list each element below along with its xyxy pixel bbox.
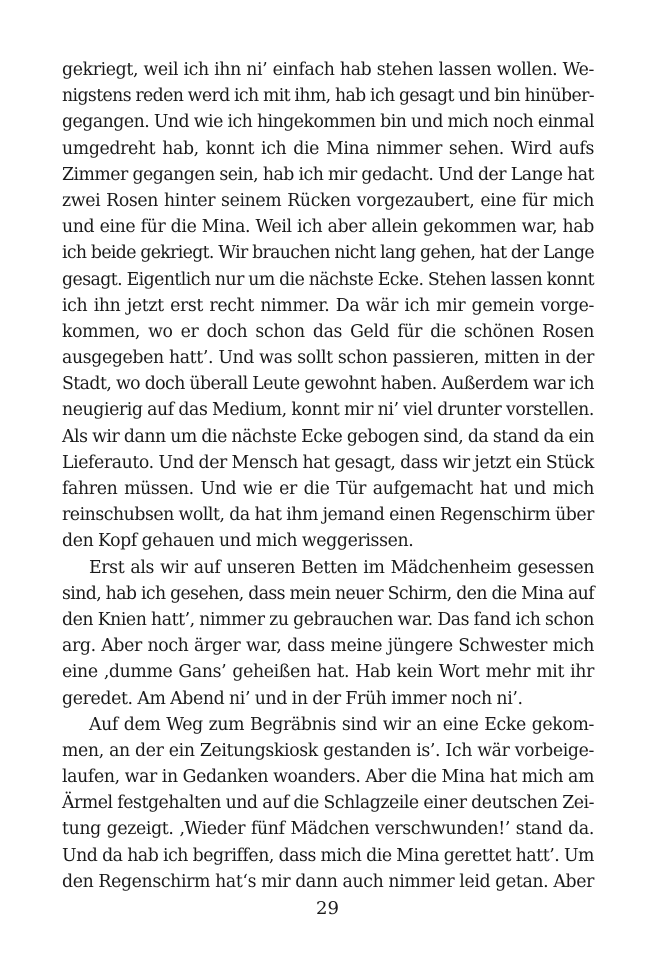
text-line: zwei Rosen hinter seinem Rücken vorgezaubert, eine für mich bbox=[62, 190, 594, 211]
text-line: tung gezeigt. ‚Wieder fünf Mädchen verschwunden!’ stand da. bbox=[62, 819, 594, 840]
text-line: men, an der ein Zeitungskiosk gestanden is’. Ich wär vorbeige- bbox=[62, 740, 594, 761]
body-text bbox=[62, 57, 594, 895]
text-line: Als wir dann um die nächste Ecke gebogen sind, da stand da ein bbox=[62, 426, 594, 447]
text-line: Und da hab ich begriffen, dass mich die Mina gerettet hatt’. Um bbox=[62, 845, 594, 866]
paragraph bbox=[62, 555, 594, 712]
text-line: geredet. Am Abend ni’ und in der Früh immer noch ni’. bbox=[62, 688, 523, 709]
text-line: den Regenschirm hat‘s mir dann auch nimmer leid getan. Aber bbox=[62, 871, 594, 892]
text-line: fahren müssen. Und wie er die Tür aufgemacht hat und mich bbox=[62, 479, 594, 499]
text-line: arg. Aber noch ärger war, dass meine jüngere Schwester mich bbox=[62, 636, 594, 657]
text-line: den Kopf gehauen und mich weggerissen. bbox=[62, 531, 414, 552]
text-line: ausgegeben hatt’. Und was sollt schon passieren, mitten in der bbox=[62, 348, 594, 369]
text-line: ich beide gekriegt. Wir brauchen nicht lang gehen, hat der Lange bbox=[62, 243, 594, 264]
text-line: gesagt. Eigentlich nur um die nächste Ecke. Stehen lassen konnt bbox=[62, 269, 594, 290]
paragraph bbox=[62, 712, 594, 895]
text-line: Stadt, wo doch überall Leute gewohnt haben. Außerdem war ich bbox=[62, 374, 594, 395]
page-number: 29 bbox=[316, 898, 339, 919]
text-line: und eine für die Mina. Weil ich aber allein gekommen war, hab bbox=[62, 217, 594, 238]
text-line: Erst als wir auf unseren Betten im Mädchenheim gesessen bbox=[89, 557, 594, 578]
text-line: Ärmel festgehalten und auf die Schlagzeile einer deutschen Zei- bbox=[62, 793, 594, 814]
text-line: den Knien hatt’, nimmer zu gebrauchen war. Das fand ich schon bbox=[62, 609, 594, 630]
text-line: sind, hab ich gesehen, dass mein neuer Schirm, den die Mina auf bbox=[62, 583, 594, 604]
text-line: reinschubsen wollt, da hat ihm jemand einen Regenschirm über bbox=[62, 505, 594, 526]
text-line: Zimmer gegangen sein, hab ich mir gedacht. Und der Lange hat bbox=[62, 164, 594, 185]
paragraph bbox=[62, 57, 594, 555]
text-line: Lieferauto. Und der Mensch hat gesagt, dass wir jetzt ein Stück bbox=[62, 452, 594, 473]
text-line: umgedreht hab, konnt ich die Mina nimmer sehen. Wird aufs bbox=[62, 138, 594, 159]
text-line: gekriegt, weil ich ihn ni’ einfach hab stehen lassen wollen. We- bbox=[62, 60, 594, 80]
text-line: gegangen. Und wie ich hingekommen bin und mich noch einmal bbox=[62, 112, 594, 133]
text-line: neugierig auf das Medium, konnt mir ni’ viel drunter vorstellen. bbox=[62, 400, 594, 421]
text-line: eine ‚dumme Gans’ geheißen hat. Hab kein Wort mehr mit ihr bbox=[62, 662, 594, 683]
text-line: ich ihn jetzt erst recht nimmer. Da wär ich mir gemein vorge- bbox=[62, 295, 594, 316]
text-line: nigstens reden werd ich mit ihm, hab ich gesagt und bin hinüber- bbox=[62, 86, 594, 107]
text-line: Auf dem Weg zum Begräbnis sind wir an eine Ecke gekom- bbox=[89, 714, 594, 735]
text-line: laufen, war in Gedanken woanders. Aber die Mina hat mich am bbox=[62, 767, 594, 788]
text-line: kommen, wo er doch schon das Geld für die schönen Rosen bbox=[62, 321, 594, 342]
